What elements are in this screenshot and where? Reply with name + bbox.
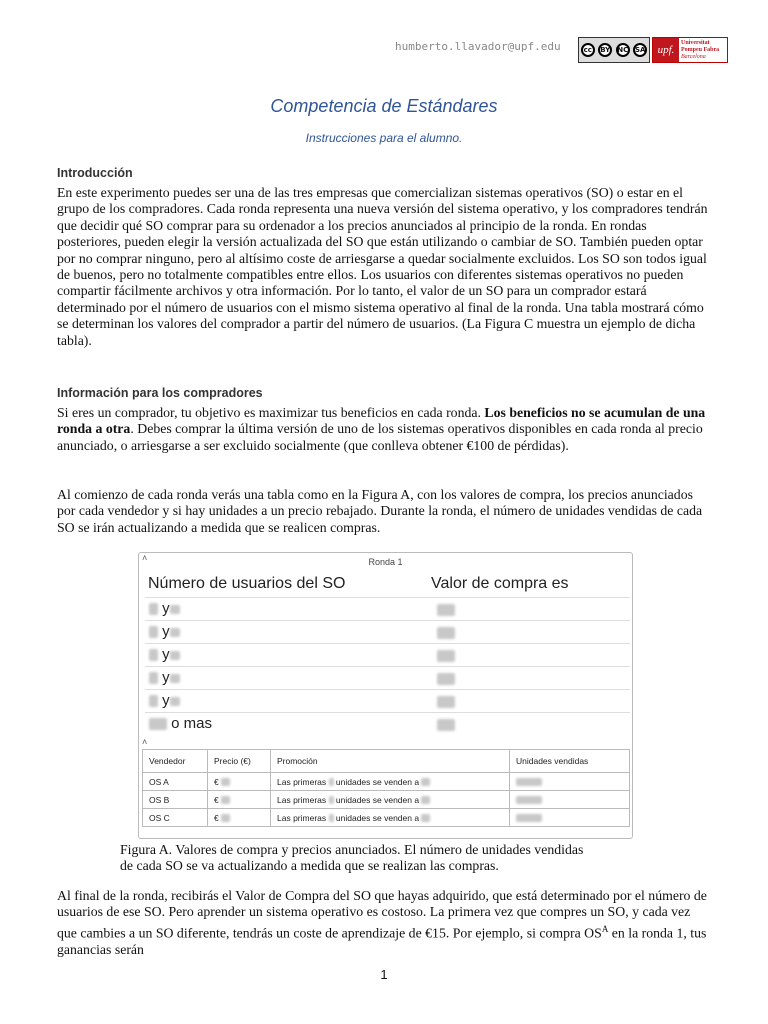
promo-cell: Las primeras unidades se venden a: [271, 809, 510, 827]
cc-nc-icon: NC: [616, 43, 630, 57]
price-cell: €: [208, 809, 271, 827]
vendor-header: Vendedor: [143, 750, 208, 773]
table-header-row: [143, 750, 630, 773]
intro-heading: Introducción: [57, 166, 133, 180]
promo-cell: Las primeras unidades se venden a: [271, 791, 510, 809]
value-row: y: [145, 666, 630, 689]
users-column-header: Número de usuarios del SO: [148, 575, 346, 592]
units-cell: [510, 791, 630, 809]
cc-icon: cc: [581, 43, 595, 57]
units-cell: [510, 809, 630, 827]
promo-cell: Las primeras unidades se venden a: [271, 773, 510, 791]
units-header: Unidades vendidas: [510, 750, 630, 773]
upf-logo: [652, 37, 728, 63]
units-cell: [510, 773, 630, 791]
buyers-paragraph-1: Si eres un comprador, tu objetivo es maximizar tus beneficios en cada ronda. Los beneficios no se acumulan de una ronda a otra. Debes comprar la última versión de uno de los sistemas operativos disponibles en cada ronda al precio anunciado, o arriesgarse a ser excluido socialmente (que conlleva obtener €100 de pérdidas).: [57, 405, 706, 453]
value-row: y: [145, 689, 630, 712]
round-title: Ronda 1: [368, 557, 403, 567]
table-row: [143, 773, 630, 791]
cc-sa-icon: SA: [633, 43, 647, 57]
final-paragraph: Al final de la ronda, recibirás el Valor de Compra del SO que hayas adquirido, que está determinado por el número de usuarios de ese SO. Pero aprender un sistema operativo es costoso. La primera vez que compres un SO, y cada vez que cambies a un SO diferente, tendrás un coste de aprendizaje de €15. Por ejemplo, si compra $OS^A$ en la ronda 1, tus ganancias serán: [57, 888, 707, 957]
price-cell: €: [208, 773, 271, 791]
author-email: humberto.llavador@upf.edu: [395, 40, 561, 53]
upf-logo-text: Universitat Pompeu Fabra Barcelona: [681, 40, 720, 60]
collapse-caret-icon: ˄: [142, 553, 148, 563]
figure-caption: Figura A. Valores de compra y precios anunciados. El número de unidades vendidas de cada SO se va actualizando a medida que se realizan las compras.: [120, 842, 584, 874]
collapse-caret-icon: ˄: [142, 737, 148, 747]
vendor-cell: OS B: [143, 791, 208, 809]
value-row: y: [145, 643, 630, 666]
upf-mark: upf.: [653, 38, 679, 62]
vendor-cell: OS C: [143, 809, 208, 827]
value-row: y: [145, 597, 630, 620]
buyers-paragraph-2: Al comienzo de cada ronda verás una tabla como en la Figura A, con los valores de compra, los precios anunciados por cada vendedor y si hay unidades a un precio rebajado. Durante la ronda, el número de unidades vendidas de cada SO se irán actualizando a medida que se realicen compras.: [57, 487, 703, 535]
price-cell: €: [208, 791, 271, 809]
cc-by-icon: BY: [598, 43, 612, 57]
value-column-header: Valor de compra es: [431, 575, 569, 592]
price-header: Precio (€): [208, 750, 271, 773]
creative-commons-logo: [578, 37, 650, 63]
promo-header: Promoción: [271, 750, 510, 773]
page-title: Competencia de Estándares: [270, 96, 498, 116]
vendor-cell: OS A: [143, 773, 208, 791]
figure-a: [138, 552, 633, 839]
page-number: 1: [380, 967, 388, 982]
value-row: o mas: [145, 712, 630, 735]
table-row: [143, 809, 630, 827]
table-row: [143, 791, 630, 809]
sellers-table: [142, 749, 630, 827]
page-subtitle: Instrucciones para el alumno.: [305, 131, 463, 145]
buyers-heading: Información para los compradores: [57, 386, 263, 400]
value-row: y: [145, 620, 630, 643]
intro-paragraph: En este experimento puedes ser una de las tres empresas que comercializan sistemas operativos (SO) o estar en el grupo de los compradores. Cada ronda representa una nueva versión del sistema operativo, y los compradores tendrán que decidir qué SO comprar para su ordenador a los precios anunciados al principio de la ronda. En rondas posteriores, pueden elegir la versión actualizada del SO que están utilizando o cambiar de SO. También pueden optar por no comprar ninguno, pero al altísimo coste de arriesgarse a quedar socialmente excluidos. Los SO son todos igual de buenos, pero no totalmente compatibles entre ellos. Los usuarios con diferentes sistemas operativos no pueden compartir fácilmente archivos y otra información. Por lo tanto, el valor de un SO para un comprador estará determinado por el número de usuarios con el mismo sistema operativo al final de la ronda. Una tabla mostrará cómo se determinan los valores del comprador a partir del número de usuarios. (La Figura C muestra un ejemplo de dicha tabla).: [57, 185, 708, 348]
